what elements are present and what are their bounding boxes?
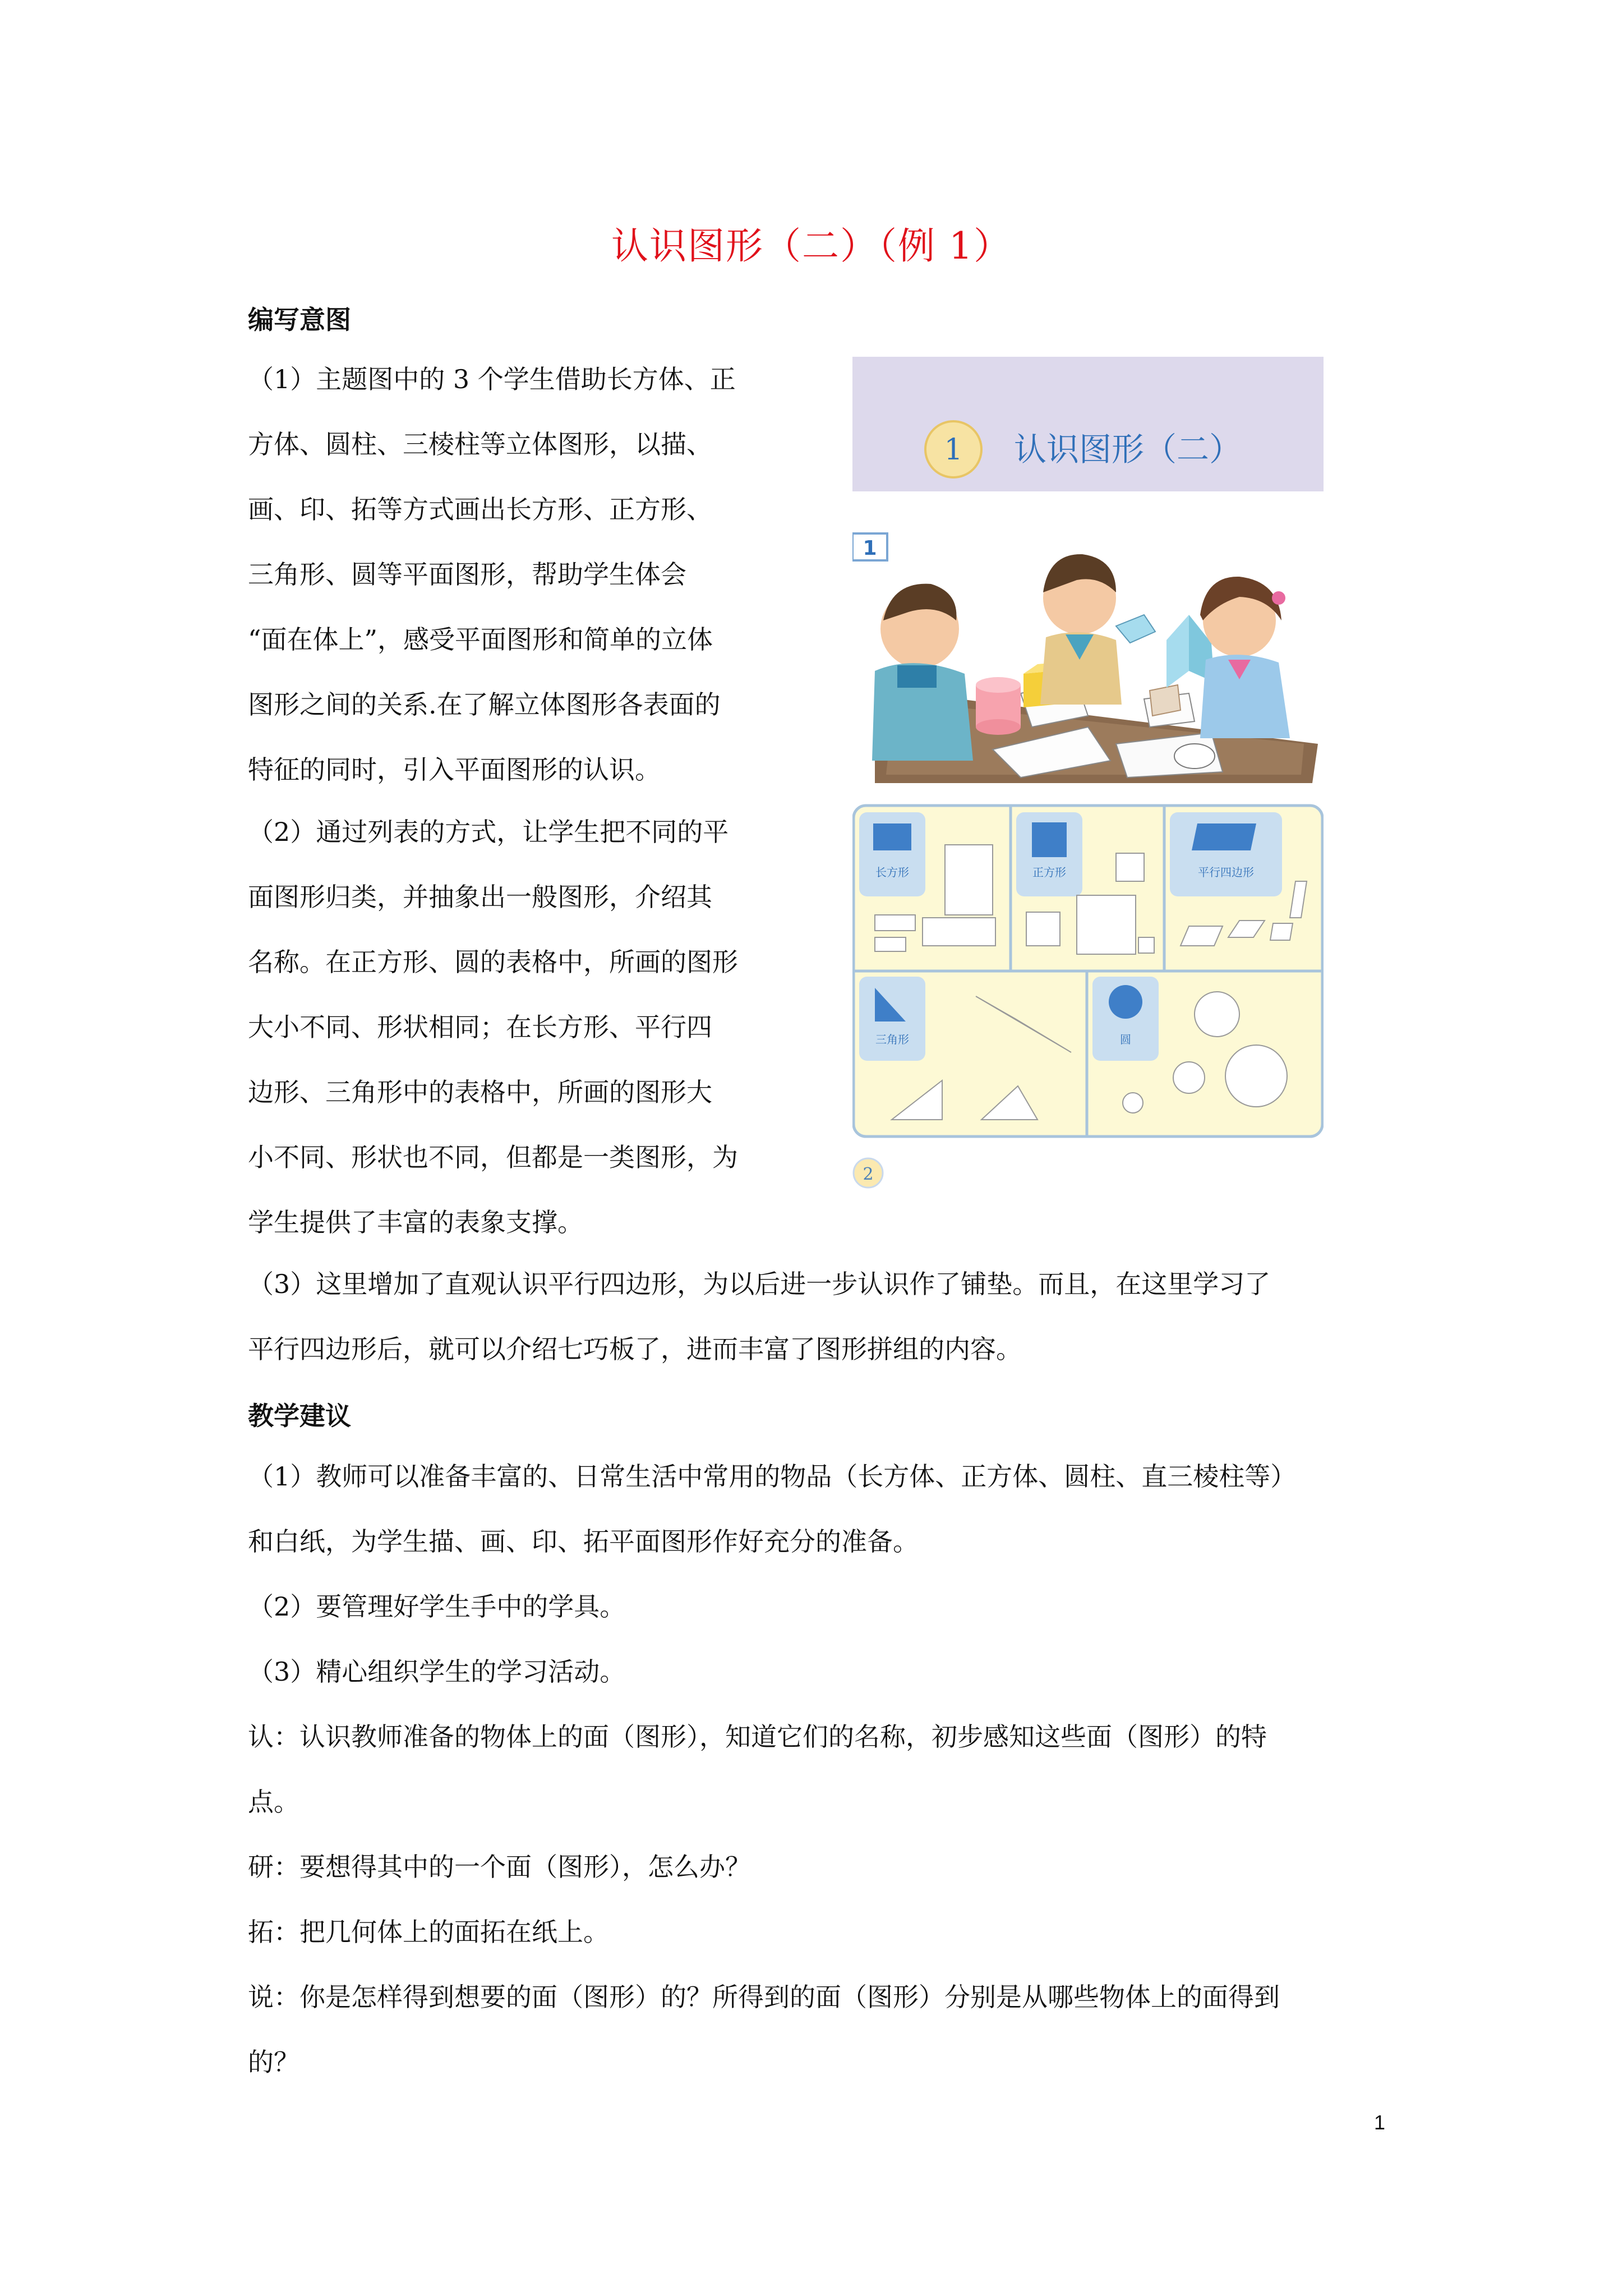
chapter-title: 认识图形（二）: [1014, 430, 1242, 468]
svg-text:三角形: 三角形: [875, 1033, 909, 1046]
text-line: 拓：把几何体上的面拓在纸上。: [248, 1917, 609, 1947]
text-line: 说：你是怎样得到想要的面（图形）的？所得到的面（图形）分别是从哪些物体上的面得到: [248, 1982, 1280, 2012]
text-line: 特征的同时，引入平面图形的认识。: [248, 754, 661, 785]
parallelogram-icon: [1192, 823, 1256, 850]
text-line: （2）要管理好学生手中的学具。: [248, 1591, 626, 1622]
text-line: 面图形归类，并抽象出一般图形，介绍其: [248, 882, 712, 912]
text-line: 边形、三角形中的表格中，所画的图形大: [248, 1077, 712, 1107]
bottom-badge-number: 2: [863, 1165, 874, 1184]
page-number: 1: [1374, 2111, 1386, 2134]
paragraph-suggestions: [248, 1444, 1398, 2095]
classroom-scene: [872, 554, 1318, 783]
paragraph-intent-3: [248, 1251, 1398, 1382]
text-line: 和白纸，为学生描、画、印、拓平面图形作好充分的准备。: [248, 1526, 919, 1557]
textbook-figure: [852, 357, 1324, 1193]
example-badge-number: 1: [863, 537, 877, 560]
shapes-table: [854, 806, 1322, 1137]
section-heading-suggestions: 教学建议: [248, 1401, 351, 1431]
square-icon: [1032, 822, 1067, 857]
chapter-banner: [852, 357, 1324, 491]
text-line: 三角形、圆等平面图形，帮助学生体会: [248, 559, 686, 590]
text-line: （1）教师可以准备丰富的、日常生活中常用的物品（长方体、正方体、圆柱、直三棱柱等）: [248, 1461, 1297, 1492]
text-line: 画、印、拓等方式画出长方形、正方形、: [248, 494, 712, 524]
text-line: 点。: [248, 1787, 299, 1817]
text-line: “面在体上”，感受平面图形和简单的立体: [248, 624, 713, 655]
svg-text:长方形: 长方形: [875, 866, 909, 879]
text-line: 认：认识教师准备的物体上的面（图形），知道它们的名称，初步感知这些面（图形）的特: [248, 1722, 1267, 1752]
text-line: 研：要想得其中的一个面（图形），怎么办？: [248, 1852, 751, 1882]
chapter-number: 1: [944, 433, 963, 467]
svg-text:圆: 圆: [1120, 1033, 1131, 1046]
rectangle-icon: [873, 823, 911, 850]
text-line: （2）通过列表的方式，让学生把不同的平: [248, 817, 729, 847]
text-line: 的？: [248, 2047, 299, 2077]
svg-text:平行四边形: 平行四边形: [1198, 866, 1254, 879]
paragraph-intent-2: [248, 799, 769, 1255]
text-line: 平行四边形后，就可以介绍七巧板了，进而丰富了图形拼组的内容。: [248, 1334, 1022, 1364]
text-line: （3）这里增加了直观认识平行四边形，为以后进一步认识作了铺垫。而且，在这里学习了: [248, 1269, 1271, 1299]
svg-text:正方形: 正方形: [1032, 866, 1066, 879]
text-line: 小不同、形状也不同，但都是一类图形，为: [248, 1142, 738, 1172]
text-line: 图形之间的关系.在了解立体图形各表面的: [248, 689, 721, 720]
text-line: 大小不同、形状相同；在长方形、平行四: [248, 1012, 712, 1042]
text-line: 名称。在正方形、圆的表格中，所画的图形: [248, 947, 738, 977]
paragraph-intent-1: [248, 347, 769, 802]
circle-icon: [1109, 985, 1142, 1019]
text-line: 方体、圆柱、三棱柱等立体图形，以描、: [248, 429, 712, 459]
text-line: （1）主题图中的 3 个学生借助长方体、正: [248, 364, 736, 394]
section-heading-intent: 编写意图: [248, 305, 351, 335]
text-line: 学生提供了丰富的表象支撑。: [248, 1207, 583, 1237]
page-title: 认识图形（二）（例 1）: [611, 224, 1012, 268]
text-line: （3）精心组织学生的学习活动。: [248, 1657, 626, 1687]
